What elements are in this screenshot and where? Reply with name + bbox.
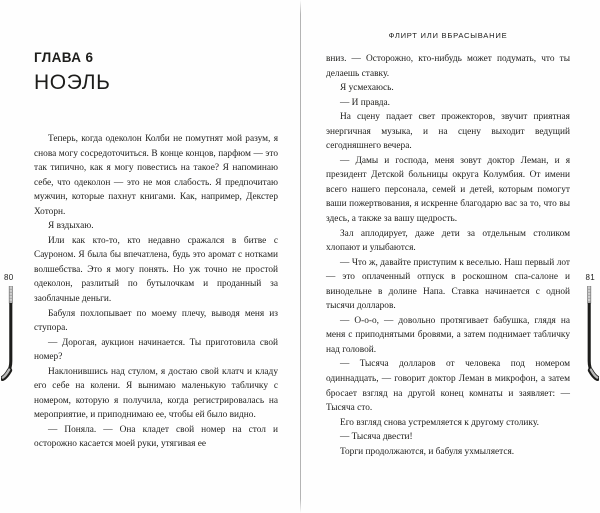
paragraph: Я усмехаюсь.	[340, 83, 394, 94]
paragraph: Или как кто-то, кто недавно сражался в битве с Сауроном. Я была бы впечатлена, будь это аромат с нотками волшебства. Это я могу понять. Но уж точно не простой одеколон, разлитый по бутылочкам и проданный за заоблачные деньги.	[34, 235, 278, 305]
paragraph: Торги продолжаются, и бабуля ухмыляется.	[340, 446, 515, 457]
paragraph: — И правда.	[340, 97, 390, 108]
page-number-left: 80	[4, 273, 14, 282]
paragraph: На сцену падает свет прожекторов, звучит приятная энергичная музыка, и на сцену выходит ведущий сегодняшнего вечера.	[326, 112, 570, 152]
chapter-number-label: ГЛАВА 6	[34, 50, 94, 65]
right-page	[300, 0, 600, 513]
paragraph: вниз. — Осторожно, кто-нибудь может подумать, что ты делаешь ставку.	[326, 54, 570, 79]
running-head: ФЛИРТ ИЛИ ВБРАСЫВАНИЕ	[388, 31, 508, 40]
paragraph: Бабуля похлопывает по моему плечу, выводя меня из ступора.	[34, 308, 278, 334]
right-page-body	[326, 52, 570, 459]
chapter-title: НОЭЛЬ	[34, 71, 111, 94]
paragraph: — Тысяча двести!	[340, 432, 413, 443]
paragraph: Наклонившись над стулом, я достаю свой клатч и кладу его себе на колени. Я вынимаю маленькую табличку с номером, которую я получила, когда регистрировалась на мероприятие, и приподнимаю ее, чтобы ей было видно.	[34, 366, 278, 421]
paragraph: Его взгляд снова устремляется к другому столику.	[340, 417, 539, 428]
paragraph: — Что ж, давайте приступим к веселью. Наш первый лот — это оплаченный отпуск в роскошном спа-салоне и винодельне в долине Напа. Ставка начинается с одной тысячи долларов.	[326, 257, 570, 312]
hockey-stick-icon	[1, 286, 23, 386]
paragraph: — Поняла. — Она кладет свой номер на стол и осторожно касается моей руки, утягивая ее	[34, 424, 278, 450]
left-page-body	[34, 132, 278, 452]
paragraph: Я вздыхаю.	[48, 221, 94, 232]
page-number-right: 81	[585, 273, 595, 282]
paragraph: Зал аплодирует, даже дети за отдельным столиком хлопают и улыбаются.	[326, 228, 570, 254]
hockey-stick-icon	[577, 286, 599, 386]
paragraph: — Тысяча долларов от человека под номером одиннадцать, — говорит доктор Леман в микрофон, а затем бросает взгляд на другой конец комнаты и заявляет: — Тысяча сто.	[326, 359, 570, 414]
paragraph: — Дамы и господа, меня зовут доктор Леман, и я президент Детской больницы округа Колумбия. От имени всего нашего персонала, семей и детей, которым помогут ваши пожертвования, я искренне благодарю вас за то, что вы здесь, а также за вашу щедрость.	[326, 155, 570, 225]
paragraph: — Дорогая, аукцион начинается. Ты приготовила свой номер?	[34, 337, 278, 363]
paragraph: — О-о-о, — довольно протягивает бабушка, глядя на меня с приподнятыми бровями, а затем поднимает табличку над головой.	[326, 315, 570, 355]
paragraph: Теперь, когда одеколон Колби не помутнят мой разум, я снова могу сосредоточиться. В конце концов, парфюм — это так типично, как я могу повестись на такое? Я напоминаю себе, что одеколон — это не моя слабость. Я предпочитаю мужчин, которые пахнут книгами. Как, например, Декстер Хоторн.	[34, 134, 278, 217]
chapter-heading-block	[34, 0, 278, 95]
